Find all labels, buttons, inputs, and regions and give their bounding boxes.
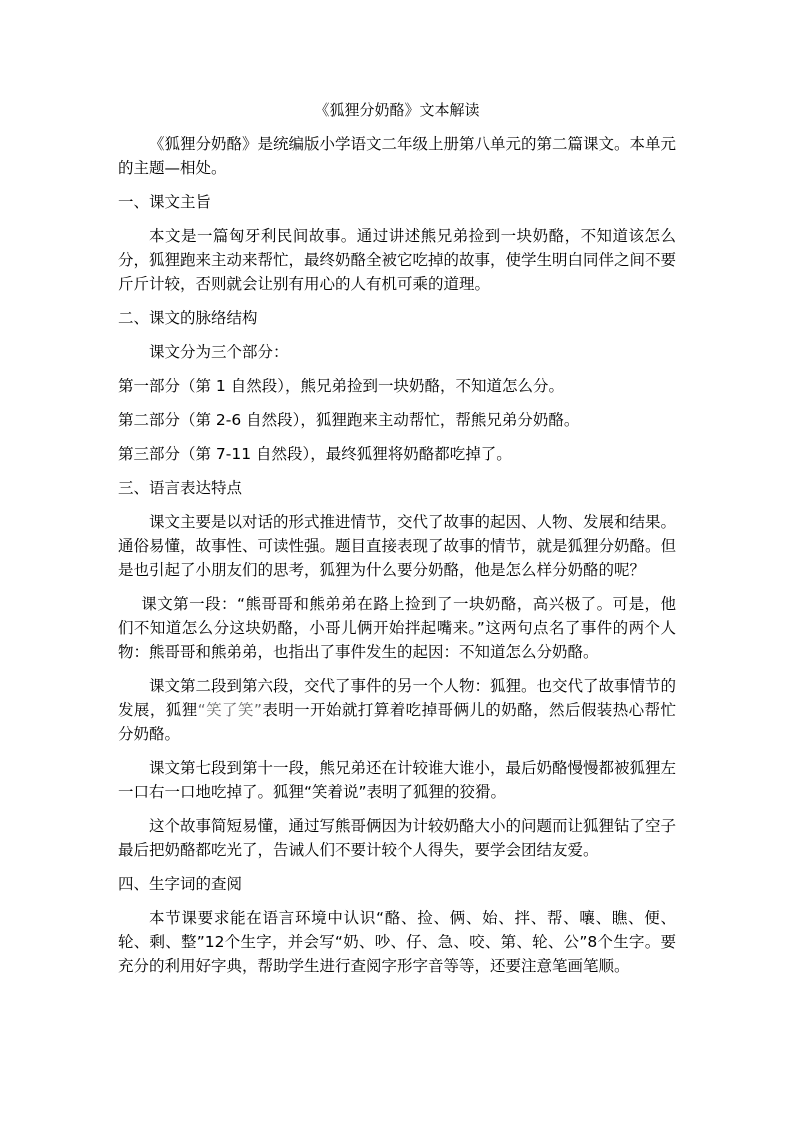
language-paragraph-4: 课文第七段到第十一段，熊兄弟还在计较谁大谁小，最后奶酪慢慢都被狐狸左一口右一口地吃掉了。狐狸“笑着说”表明了狐狸的狡猾。	[118, 759, 677, 801]
document-body	[118, 132, 676, 988]
language-paragraph-3-part-b: 表明一开始就打算着吃掉哥俩儿的奶酪，然后假装热心帮忙分奶酪。	[118, 701, 676, 743]
language-paragraph-2: 课文第一段：“熊哥哥和熊弟弟在路上捡到了一块奶酪，高兴极了。可是，他们不知道怎么分这块奶酪，小哥儿俩开始拌起嘴来。”这两句点名了事件的两个人物：熊哥哥和熊弟弟，也指出了事件发生的起因：不知道怎么分奶酪。	[118, 595, 676, 661]
vocabulary-paragraph: 本节课要求能在语言环境中认识“酪、捡、俩、始、拌、帮、嚷、瞧、便、轮、剩、整”12个生字，并会写“奶、吵、仔、急、咬、第、轮、公”8个生字。要充分的利用好字典，帮助学生进行查阅字形字音等等，还要注意笔画笔顺。	[118, 909, 676, 975]
structure-part-1: 第一部分（第 1 自然段），熊兄弟捡到一块奶酪，不知道怎么分。	[118, 377, 564, 395]
language-paragraph-3-part-a: 课文第二段到第六段，交代了事件的另一个人物：狐狸。也交代了故事情节的发展，狐狸	[118, 677, 677, 719]
intro-paragraph: 《狐狸分奶酪》是统编版小学语文二年级上册第八单元的第二篇课文。本单元的主题—相处。	[118, 135, 677, 177]
quoted-phrase: “笑了笑”	[197, 701, 262, 719]
structure-part-2: 第二部分（第 2-6 自然段），狐狸跑来主动帮忙，帮熊兄弟分奶酪。	[118, 411, 580, 429]
document-title: 《狐狸分奶酪》文本解读	[314, 101, 480, 119]
structure-lead: 课文分为三个部分：	[149, 343, 289, 361]
section-heading-vocabulary: 四、生字词的查阅	[118, 875, 243, 893]
language-paragraph-1: 课文主要是以对话的形式推进情节，交代了故事的起因、人物、发展和结果。通俗易懂，故事性、可读性强。题目直接表现了故事的情节，就是狐狸分奶酪。但是也引起了小朋友们的思考，狐狸为什么要分奶酪，他是怎么样分奶酪的呢？	[118, 513, 677, 579]
section-heading-structure: 二、课文的脉络结构	[118, 309, 258, 327]
structure-part-3: 第三部分（第 7-11 自然段），最终狐狸将奶酪都吃掉了。	[118, 445, 512, 463]
section-heading-purpose: 一、课文主旨	[118, 193, 212, 211]
language-paragraph-5: 这个故事简短易懂，通过写熊哥俩因为计较奶酪大小的问题而让狐狸钻了空子最后把奶酪都吃光了，告诫人们不要计较个人得失，要学会团结友爱。	[118, 817, 677, 859]
language-paragraph-3	[118, 674, 676, 746]
section-heading-language: 三、语言表达特点	[118, 479, 243, 497]
purpose-paragraph: 本文是一篇匈牙利民间故事。通过讲述熊兄弟捡到一块奶酪，不知道该怎么分，狐狸跑来主动来帮忙，最终奶酪全被它吃掉的故事，使学生明白同伴之间不要斤斤计较，否则就会让别有用心的人有机可乘的道理。	[118, 227, 677, 293]
